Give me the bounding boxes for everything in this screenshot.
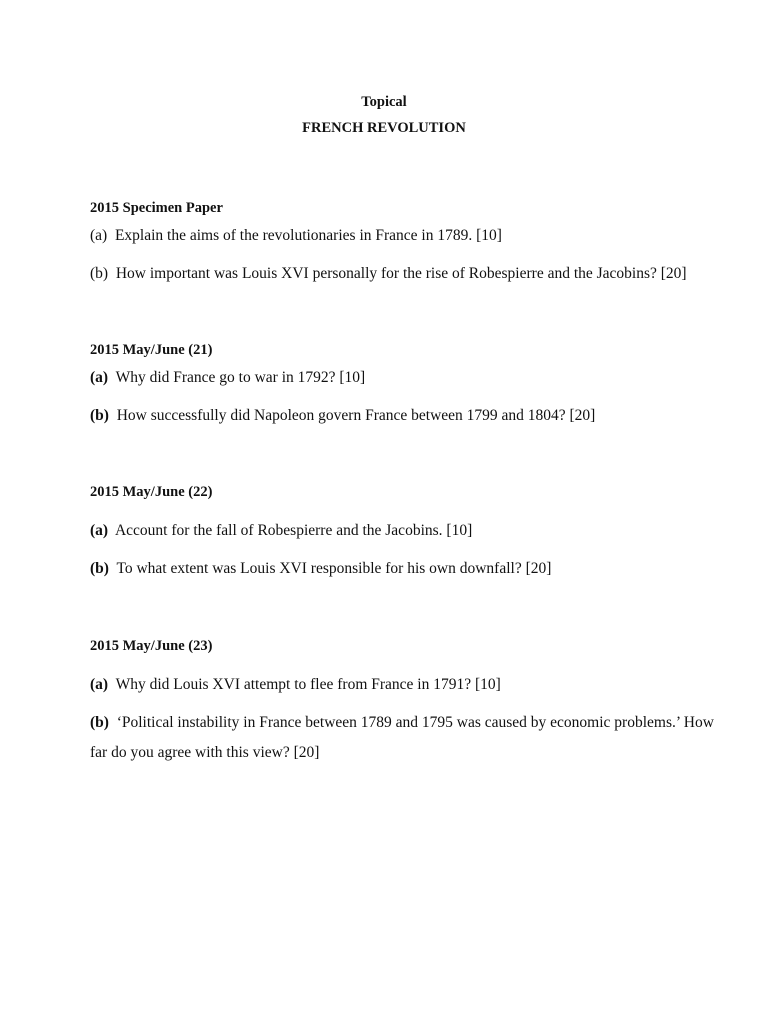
question-b <box>90 708 730 768</box>
page-title: Topical <box>361 94 407 110</box>
question-label: (b) <box>90 407 109 424</box>
section-heading: 2015 May/June (23) <box>90 638 213 654</box>
question-label: (a) <box>90 227 108 244</box>
question-text: Why did Louis XVI attempt to flee from France in 1791? [10] <box>115 676 501 693</box>
question-text: ‘Political instability in France between 1789 and 1795 was caused by economic problems.’ How far do you agree with this view? [20] <box>90 714 714 761</box>
question-a <box>90 221 730 251</box>
question-label: (a) <box>90 676 109 693</box>
question-a <box>90 516 730 546</box>
section-heading: 2015 May/June (22) <box>90 484 213 500</box>
question-label: (b) <box>90 265 109 282</box>
question-b <box>90 401 730 431</box>
question-label: (b) <box>90 714 109 731</box>
section-heading: 2015 May/June (21) <box>90 342 213 358</box>
question-label: (a) <box>90 522 109 539</box>
question-text: To what extent was Louis XVI responsible for his own downfall? [20] <box>116 560 552 577</box>
question-label: (a) <box>90 369 109 386</box>
question-a <box>90 363 730 393</box>
question-text: Account for the fall of Robespierre and the Jacobins. [10] <box>114 522 473 539</box>
question-a <box>90 670 730 700</box>
question-text: How successfully did Napoleon govern France between 1799 and 1804? [20] <box>116 407 596 424</box>
question-text: Why did France go to war in 1792? [10] <box>115 369 366 386</box>
question-text: How important was Louis XVI personally for the rise of Robespierre and the Jacobins? [20] <box>115 265 687 282</box>
question-b <box>90 259 730 289</box>
question-text: Explain the aims of the revolutionaries in France in 1789. [10] <box>114 227 502 244</box>
page-subtitle: FRENCH REVOLUTION <box>302 120 466 136</box>
section-heading: 2015 Specimen Paper <box>90 200 223 216</box>
question-b <box>90 554 730 584</box>
question-label: (b) <box>90 560 109 577</box>
